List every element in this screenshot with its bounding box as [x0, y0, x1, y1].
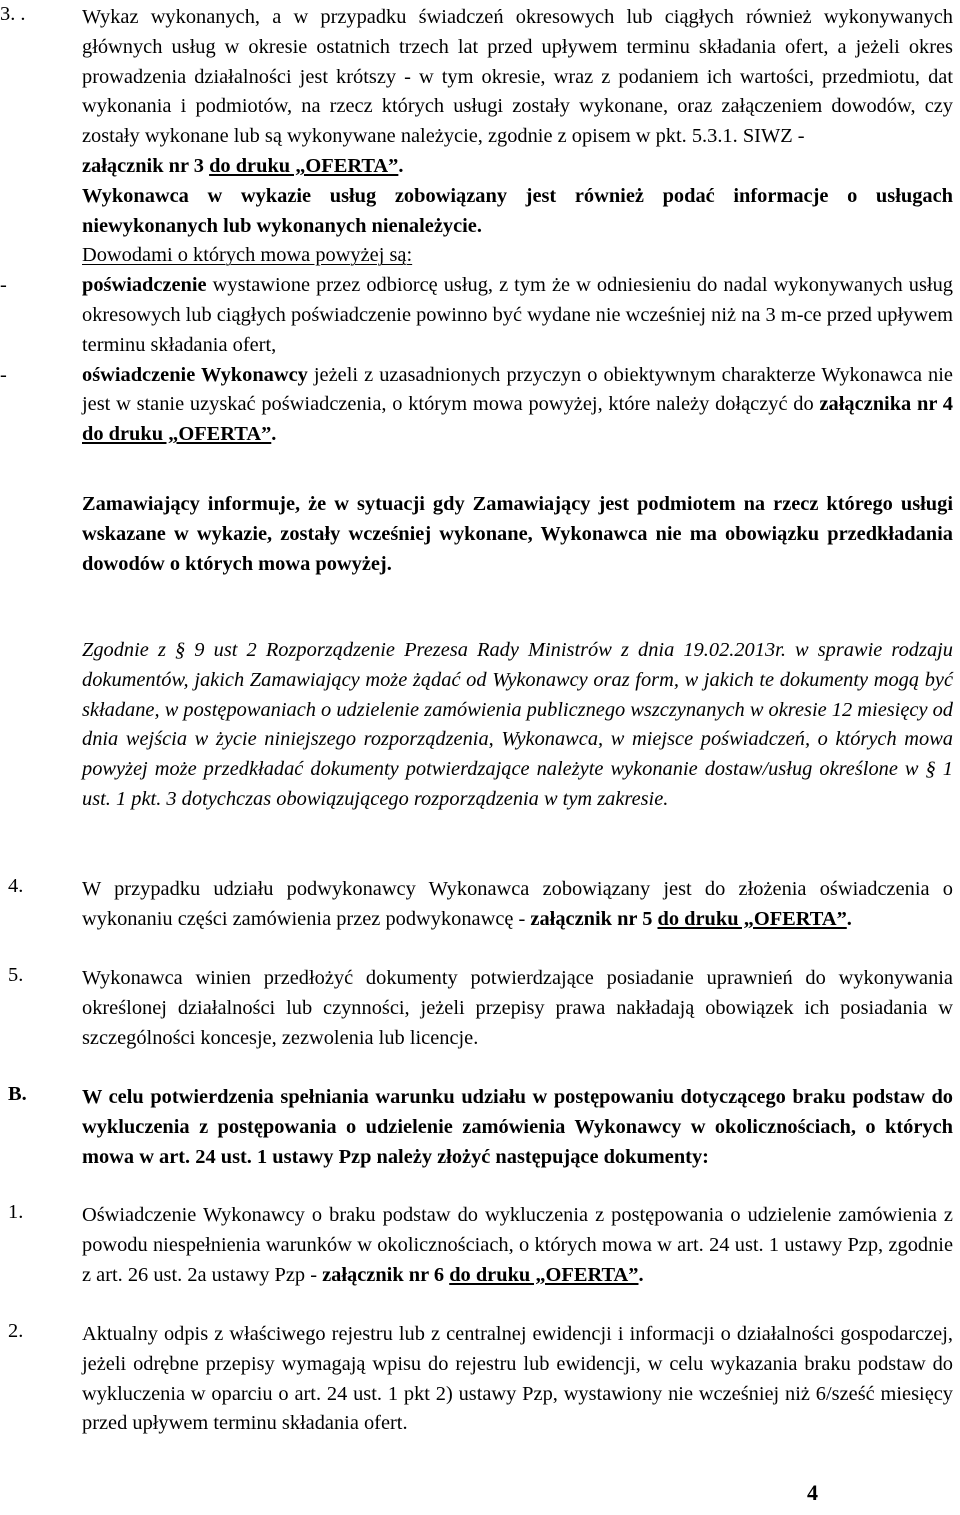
b-item-1-number: 1.	[8, 1201, 24, 1223]
annex-4-link[interactable]: do druku „OFERTA”	[82, 423, 272, 446]
evidence-2-bold: oświadczenie Wykonawcy	[82, 363, 308, 386]
annex-5-link[interactable]: do druku „OFERTA”	[657, 907, 847, 930]
evidence-2-period: .	[271, 423, 277, 446]
item-4-text: W przypadku udziału podwykonawcy Wykonawca zobowiązany jest do złożenia oświadczenia o wykonaniu części zamówienia przez podwykonawcę -	[82, 878, 953, 930]
item-4-period: .	[846, 907, 852, 930]
evidence-item-1	[0, 271, 953, 360]
b-item-2-body	[82, 1320, 953, 1439]
b-item-1-period: .	[638, 1263, 644, 1286]
annex-6-link[interactable]: do druku „OFERTA”	[449, 1263, 639, 1286]
item-4-number: 4.	[8, 875, 24, 897]
dash-marker: -	[0, 274, 7, 297]
item-3-number: 3. .	[0, 3, 26, 25]
annex-3-label: załącznik nr 3	[82, 154, 204, 177]
b-item-2-text: Aktualny odpis z właściwego rejestru lub z centralnej ewidencji i informacji o działalności gospodarczej, jeżeli odrębne przepisy wymagają wpisu do rejestru lub ewidencji, w celu wykazania braku podstaw do wykluczenia w oparciu o art. 24 ust. 1 pkt 2) ustawy Pzp, wystawiony nie wcześniej niż 6/sześć miesięcy przed upływem terminu składania ofert.	[82, 1323, 953, 1435]
employer-note-text: Zamawiający informuje, że w sytuacji gdy Zamawiający jest podmiotem na rzecz którego usługi wskazane w wykazie, zostały wcześniej wykonane, Wykonawca nie ma obowiązku przedkładania dowodów o których mowa powyżej.	[82, 493, 953, 575]
section-b-heading: W celu potwierdzenia spełniania warunku udziału w postępowaniu dotyczącego braku podstaw do wykluczenia z postępowania o udzielenie zamówienia Wykonawcy w okolicznościach, o których mowa w art. 24 ust. 1 ustawy Pzp należy złożyć następujące dokumenty:	[82, 1086, 953, 1168]
item-4-paragraph	[82, 875, 953, 935]
item-3-text: Wykaz wykonanych, a w przypadku świadczeń okresowych lub ciągłych również wykonywanych głównych usług w okresie ostatnich trzech lat przed upływem terminu składania ofert, a jeżeli okres prowadzenia działalności jest krótszy - w tym okresie, wraz z podaniem ich wartości, przedmiotu, dat wykonania i podmiotów, na rzecz których usługi zostały wykonane, oraz załączeniem dowodów, czy zostały wykonane lub są wykonywane należycie, zgodnie z opisem w pkt. 5.3.1. SIWZ -	[82, 6, 953, 148]
employer-note-block	[82, 490, 953, 579]
evidence-2-text: jeżeli z uzasadnionych przyczyn o obiektywnym charakterze Wykonawca nie jest w stanie uzyskać poświadczenia, o którym mowa powyżej, które należy dołączyć do	[82, 363, 953, 416]
regulation-note-block	[82, 636, 953, 815]
b-item-1-paragraph	[82, 1201, 953, 1290]
regulation-note-text: Zgodnie z § 9 ust 2 Rozporządzenie Prezesa Rady Ministrów z dnia 19.02.2013r. w sprawie rodzaju dokumentów, jakich Zamawiający może żądać od Wykonawcy oraz form, w jakich te dokumenty mogą być składane, w postępowaniach o udzielenie zamówienia publicznego wszczynanych w okresie 12 miesięcy od dnia wejścia w życie niniejszego rozporządzenia, Wykonawca, w miejsce poświadczeń, o których mowa powyżej może przedkładać dokumenty potwierdzające należyte wykonanie dostaw/usług określone w § 1 ust. 1 pkt. 3 dotychczas obowiązującego rozporządzenia w tym zakresie.	[82, 639, 953, 810]
annex-3-link[interactable]: do druku „OFERTA”	[209, 154, 399, 177]
b-item-1-body	[82, 1201, 953, 1290]
annex-6-label: załącznik nr 6	[322, 1263, 445, 1286]
evidence-item-2	[0, 361, 953, 450]
b-item-2-number: 2.	[8, 1320, 24, 1342]
item-3-paragraph	[82, 3, 953, 182]
item-3-bold-notice: Wykonawca w wykazie usług zobowiązany jest również podać informacje o usługach niewykonanych lub wykonanych nienależycie.	[82, 184, 953, 237]
item-3-evidence-heading: Dowodami o których mowa powyżej są:	[82, 244, 413, 267]
item-3-body	[0, 3, 953, 450]
item-3-period: .	[398, 154, 404, 177]
annex-4-label: załącznika nr 4	[819, 393, 953, 416]
b-item-1-text: Oświadczenie Wykonawcy o braku podstaw do wykluczenia z postępowania o udzielenie zamówienia z powodu niespełnienia warunków w okolicznościach, o których mowa w art. 24 ust. 1 ustawy Pzp, zgodnie z art. 26 ust. 2a ustawy Pzp -	[82, 1204, 953, 1286]
dash-marker: -	[0, 363, 7, 386]
item-5-text: Wykonawca winien przedłożyć dokumenty potwierdzające posiadanie uprawnień do wykonywania określonej działalności lub czynności, jeżeli przepisy prawa nakładają obowiązek ich posiadania w szczególności koncesje, zezwolenia lub licencje.	[82, 967, 953, 1049]
section-b-marker: B.	[8, 1083, 27, 1105]
evidence-1-text: wystawione przez odbiorcę usług, z tym że w odniesieniu do nadal wykonywanych usług okresowych lub ciągłych poświadczenie powinno być wydane nie wcześniej niż na 3 m-ce przed upływem terminu składania ofert,	[82, 274, 953, 356]
item-5-number: 5.	[8, 964, 24, 986]
item-4-body	[82, 875, 953, 935]
annex-5-label: załącznik nr 5	[530, 907, 653, 930]
section-b-body	[82, 1083, 953, 1172]
page-number: 4	[807, 1480, 818, 1505]
evidence-1-bold: poświadczenie	[82, 274, 207, 297]
item-5-body	[82, 964, 953, 1053]
